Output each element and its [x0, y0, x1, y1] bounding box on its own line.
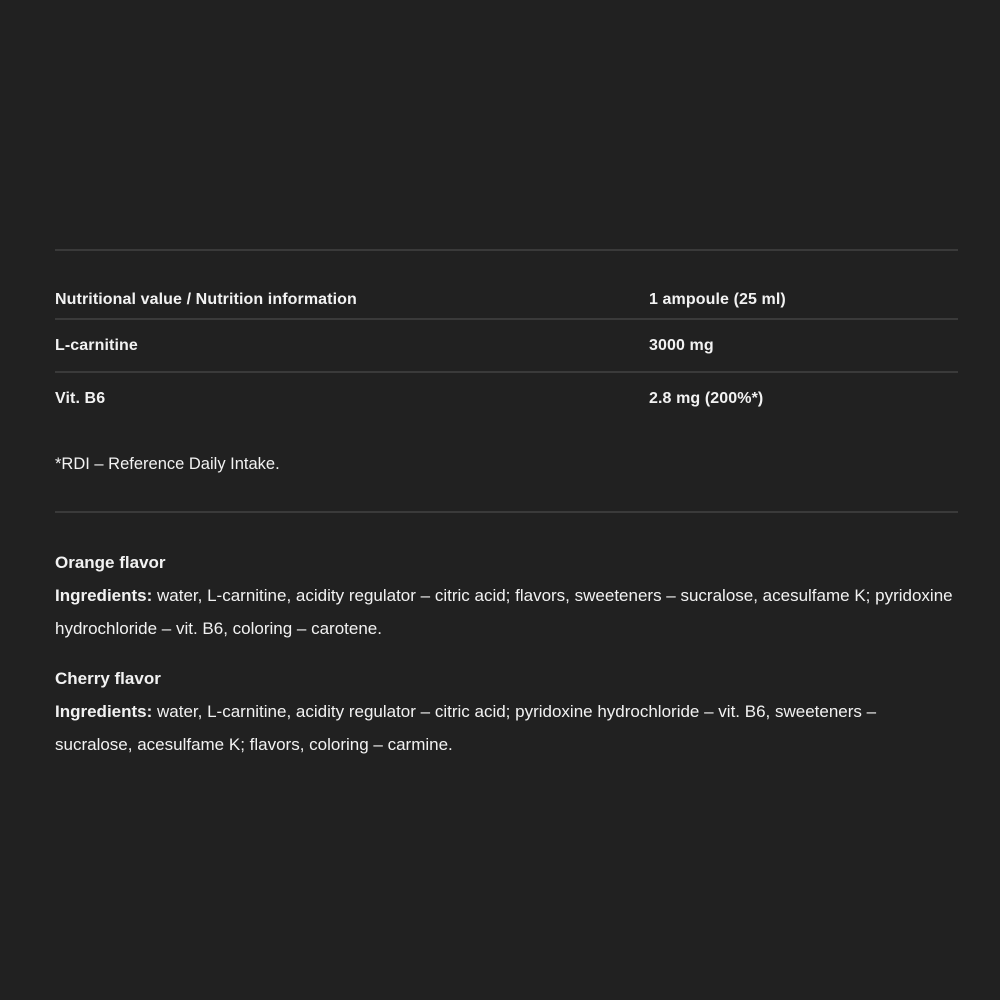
nutrition-header-label: Nutritional value / Nutrition information: [55, 291, 357, 308]
nutrient-name: L-carnitine: [55, 336, 138, 354]
product-info-panel: [55, 0, 958, 761]
flavor-title: Cherry flavor: [55, 669, 161, 688]
nutrition-table-header-row: [55, 251, 958, 318]
ingredients-paragraph: [55, 579, 958, 645]
rdi-footnote: *RDI – Reference Daily Intake.: [55, 455, 280, 473]
table-row: [55, 320, 958, 371]
nutrient-amount: 3000 mg: [649, 336, 714, 354]
nutrient-amount: 2.8 mg (200%*): [649, 389, 764, 407]
divider-section: [55, 511, 958, 513]
flavor-title: Orange flavor: [55, 553, 166, 572]
flavor-section-orange: [55, 546, 958, 645]
nutrient-name: Vit. B6: [55, 389, 106, 407]
ingredients-paragraph: [55, 695, 958, 761]
flavor-section-cherry: [55, 662, 958, 761]
nutrition-header-serving: 1 ampoule (25 ml): [649, 291, 786, 308]
ingredients-text: water, L-carnitine, acidity regulator – citric acid; pyridoxine hydrochloride – vit. B6, sweeteners – sucralose, acesulfame K; flavors, coloring – carmine.: [55, 702, 877, 754]
table-row: [55, 373, 958, 424]
ingredients-text: water, L-carnitine, acidity regulator – citric acid; flavors, sweeteners – sucralose, acesulfame K; pyridoxine hydrochloride – vit. B6, coloring – carotene.: [55, 586, 953, 638]
ingredients-label: Ingredients:: [55, 586, 153, 605]
ingredients-label: Ingredients:: [55, 702, 153, 721]
